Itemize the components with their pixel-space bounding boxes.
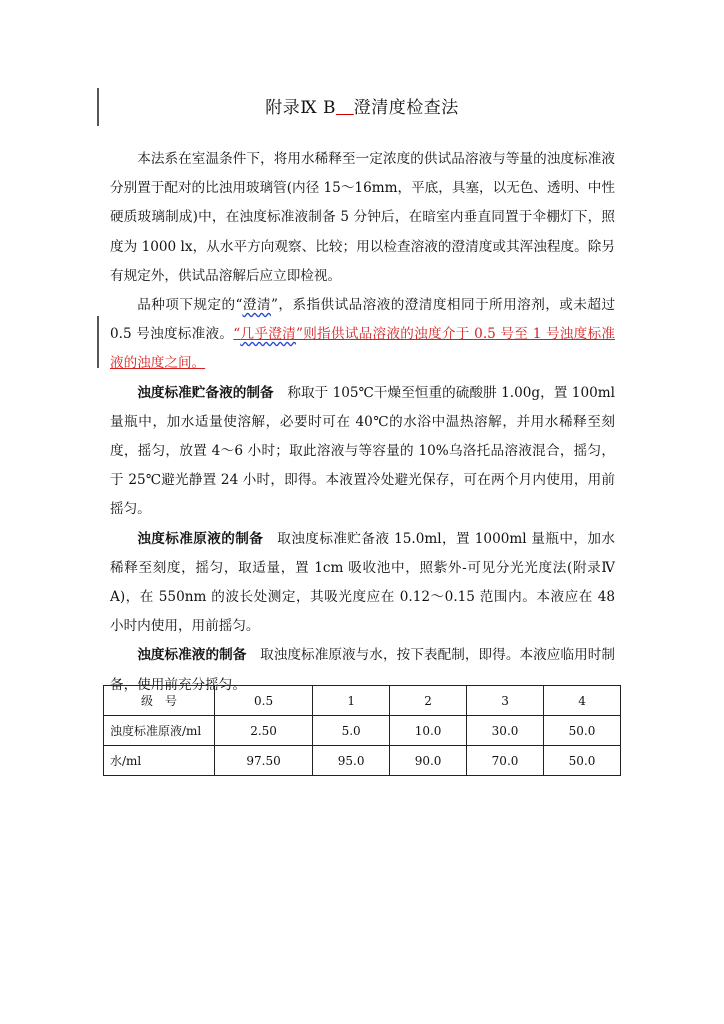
table-cell: 50.0	[544, 716, 621, 746]
table-header-cell: 3	[467, 686, 544, 716]
table-cell: 95.0	[313, 746, 390, 776]
body-text	[110, 145, 615, 700]
paragraph-standard-solution: 浊度标准液的制备 取浊度标准原液与水，按下表配制，即得。本液应临用时制备，使用前充分摇匀。	[110, 647, 616, 693]
margin-change-bar	[97, 316, 99, 368]
turbidity-standard-table	[103, 685, 621, 776]
table-header-cell: 4	[544, 686, 621, 716]
table-header-row	[104, 686, 621, 716]
section-heading: 浊度标准贮备液的制备	[137, 384, 274, 401]
table-header-cell: 2	[390, 686, 467, 716]
tracked-insertion: “几乎澄清”则指供试品溶液的浊度介于 0.5 号至 1 号浊度标准液的浊度之间。	[110, 326, 615, 372]
table-cell: 10.0	[390, 716, 467, 746]
paragraph-original-solution: 浊度标准原液的制备 取浊度标准贮备液 15.0ml，置 1000ml 量瓶中，加水稀释至刻度，摇匀，取适量，置 1cm 吸收池中，照紫外-可见分光光度法(附录Ⅳ A)，在 550nm 的波长处测定，其吸光度应在 0.12～0.15 范围内。本液应在 48 小时内使用，用前摇匀。	[110, 530, 615, 635]
paragraph-stock-solution: 浊度标准贮备液的制备 称取于 105℃干燥至恒重的硫酸肼 1.00g，置 100ml 量瓶中，加水适量使溶解，必要时可在 40℃的水浴中温热溶解，并用水稀释至刻度，摇匀，放置 4～6 小时；取此溶液与等容量的 10%乌洛托品溶液混合，摇匀，于 25℃避光静置 24 小时，即得。本液置冷处避光保存，可在两个月内使用，用前摇匀。	[110, 384, 615, 518]
spellcheck-word: 几乎澄清	[240, 326, 296, 343]
table-cell: 97.50	[215, 746, 313, 776]
page-title	[0, 93, 724, 118]
paragraph-intro: 本法系在室温条件下，将用水稀释至一定浓度的供试品溶液与等量的浊度标准液分别置于配对的比浊用玻璃管(内径 15～16mm，平底，具塞，以无色、透明、中性硬质玻璃制成)中，在浊度标准液制备 5 分钟后，在暗室内垂直同置于伞棚灯下，照度为 1000 lx，从水平方向观察、比较；用以检查溶液的澄清度或其浑浊程度。除另有规定外，供试品溶解后应立即检视。	[110, 151, 615, 284]
table-cell: 70.0	[467, 746, 544, 776]
table-cell: 30.0	[467, 716, 544, 746]
appendix-number: 附录Ⅸ B	[265, 98, 337, 118]
table-header-cell: 1	[313, 686, 390, 716]
paragraph-definitions: 品种项下规定的“澄清”，系指供试品溶液的澄清度相同于所用溶剂，或未超过 0.5 号浊度标准液。“几乎澄清”则指供试品溶液的浊度介于 0.5 号至 1 号浊度标准液的浊度之间。	[110, 297, 616, 372]
section-heading: 浊度标准液的制备	[137, 647, 247, 664]
table-row-label: 浊度标准原液/ml	[104, 716, 215, 746]
spellcheck-word: 澄清	[242, 297, 271, 314]
table-row-label: 水/ml	[104, 746, 215, 776]
table-header-cell: 0.5	[215, 686, 313, 716]
table-cell: 5.0	[313, 716, 390, 746]
title-text: 澄清度检查法	[353, 98, 459, 118]
table-cell: 2.50	[215, 716, 313, 746]
table-row	[104, 716, 621, 746]
table-cell: 50.0	[544, 746, 621, 776]
table-cell: 90.0	[390, 746, 467, 776]
table-header-cell: 级 号	[104, 686, 215, 716]
section-heading: 浊度标准原液的制备	[137, 530, 264, 547]
title-underline-gap	[336, 98, 354, 118]
table-row	[104, 746, 621, 776]
